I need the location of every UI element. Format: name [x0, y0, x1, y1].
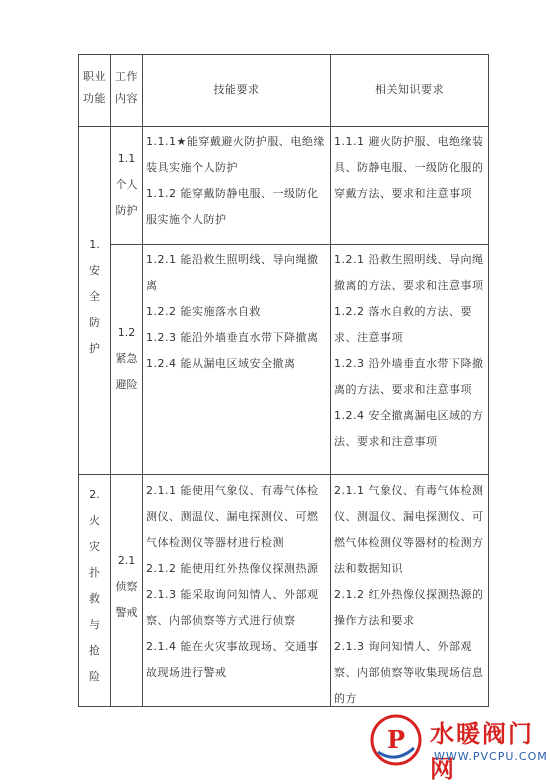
skill-2-1-3: 2.1.3 能采取询问知情人、外部观察、内部侦察等方式进行侦察 — [146, 588, 319, 627]
skill-1-2-3: 1.2.3 能沿外墙垂直水带下降撤离 — [146, 331, 319, 344]
rule-col-work — [142, 54, 143, 707]
func-safety: 1. 安 全 防 护 — [89, 238, 100, 355]
site-watermark — [368, 706, 550, 783]
knowledge-1-2 — [334, 247, 484, 455]
header-func: 职业功能 — [83, 70, 106, 105]
skill-1-1-1: 1.1.1★能穿戴避火防护服、电绝缘装具实施个人防护 — [146, 135, 325, 174]
rule-top — [78, 54, 488, 55]
watermark-url: WWW.PVCPU.COM — [434, 750, 548, 763]
site-logo-icon — [368, 712, 424, 768]
header-skills: 技能要求 — [213, 83, 260, 96]
header-knowledge: 相关知识要求 — [375, 83, 444, 96]
rule-col-skills — [330, 54, 331, 707]
knowledge-1-2-1: 1.2.1 沿救生照明线、导向绳撤离的方法、要求和注意事项 — [334, 253, 484, 292]
knowledge-1-2-3: 1.2.3 沿外墙垂直水带下降撤离的方法、要求和注意事项 — [334, 357, 484, 396]
knowledge-1-2-2: 1.2.2 落水自救的方法、要求、注意事项 — [334, 305, 472, 344]
knowledge-2-1-2: 2.1.2 红外热像仪探测热源的操作方法和要求 — [334, 588, 484, 627]
work-1-2: 1.2 紧急 避险 — [115, 326, 138, 391]
skill-1-1-2: 1.1.2 能穿戴防静电服、一级防化服实施个人防护 — [146, 187, 319, 226]
func-fire-rescue: 2. 火 灾 扑 救 与 抢 险 — [89, 488, 100, 683]
skill-1-2-2: 1.2.2 能实施落水自救 — [146, 305, 261, 318]
rule-section1-bottom — [78, 474, 488, 475]
skill-2-1-1: 2.1.1 能使用气象仪、有毒气体检测仪、测温仪、漏电探测仪、可燃气体检测仪等器材进行检测 — [146, 484, 319, 549]
knowledge-1-2-4: 1.2.4 安全撤离漏电区域的方法、要求和注意事项 — [334, 409, 484, 448]
knowledge-1-1-1: 1.1.1 避火防护服、电绝缘装具、防静电服、一级防化服的穿戴方法、要求和注意事项 — [334, 135, 484, 200]
skill-1-2-1: 1.2.1 能沿救生照明线、导向绳撤离 — [146, 253, 319, 292]
skill-2-1-2: 2.1.2 能使用红外热像仪探测热源 — [146, 562, 319, 575]
work-2-1: 2.1 侦察 警戒 — [115, 554, 138, 619]
skills-2-1 — [146, 478, 326, 686]
rule-col-right — [488, 54, 489, 707]
header-work: 工作内容 — [115, 70, 138, 105]
knowledge-2-1-3: 2.1.3 询问知情人、外部观察、内部侦察等收集现场信息的方 — [334, 640, 484, 704]
knowledge-2-1-1: 2.1.1 气象仪、有毒气体检测仪、测温仪、漏电探测仪、可燃气体检测仪等器材的检测方法和数据知识 — [334, 484, 484, 575]
svg-text:P: P — [387, 725, 406, 754]
watermark-title: 水暖阀门网 — [430, 720, 534, 783]
skill-2-1-4: 2.1.4 能在火灾事故现场、交通事故现场进行警戒 — [146, 640, 319, 679]
knowledge-2-1 — [334, 478, 484, 704]
skills-1-2 — [146, 247, 326, 377]
knowledge-1-1 — [334, 129, 484, 207]
skills-1-1 — [146, 129, 326, 233]
rule-header-bottom — [78, 126, 488, 127]
rule-1-1-bottom — [110, 244, 488, 245]
skill-1-2-4: 1.2.4 能从漏电区域安全撤离 — [146, 357, 296, 370]
work-1-1: 1.1 个人 防护 — [115, 152, 138, 217]
